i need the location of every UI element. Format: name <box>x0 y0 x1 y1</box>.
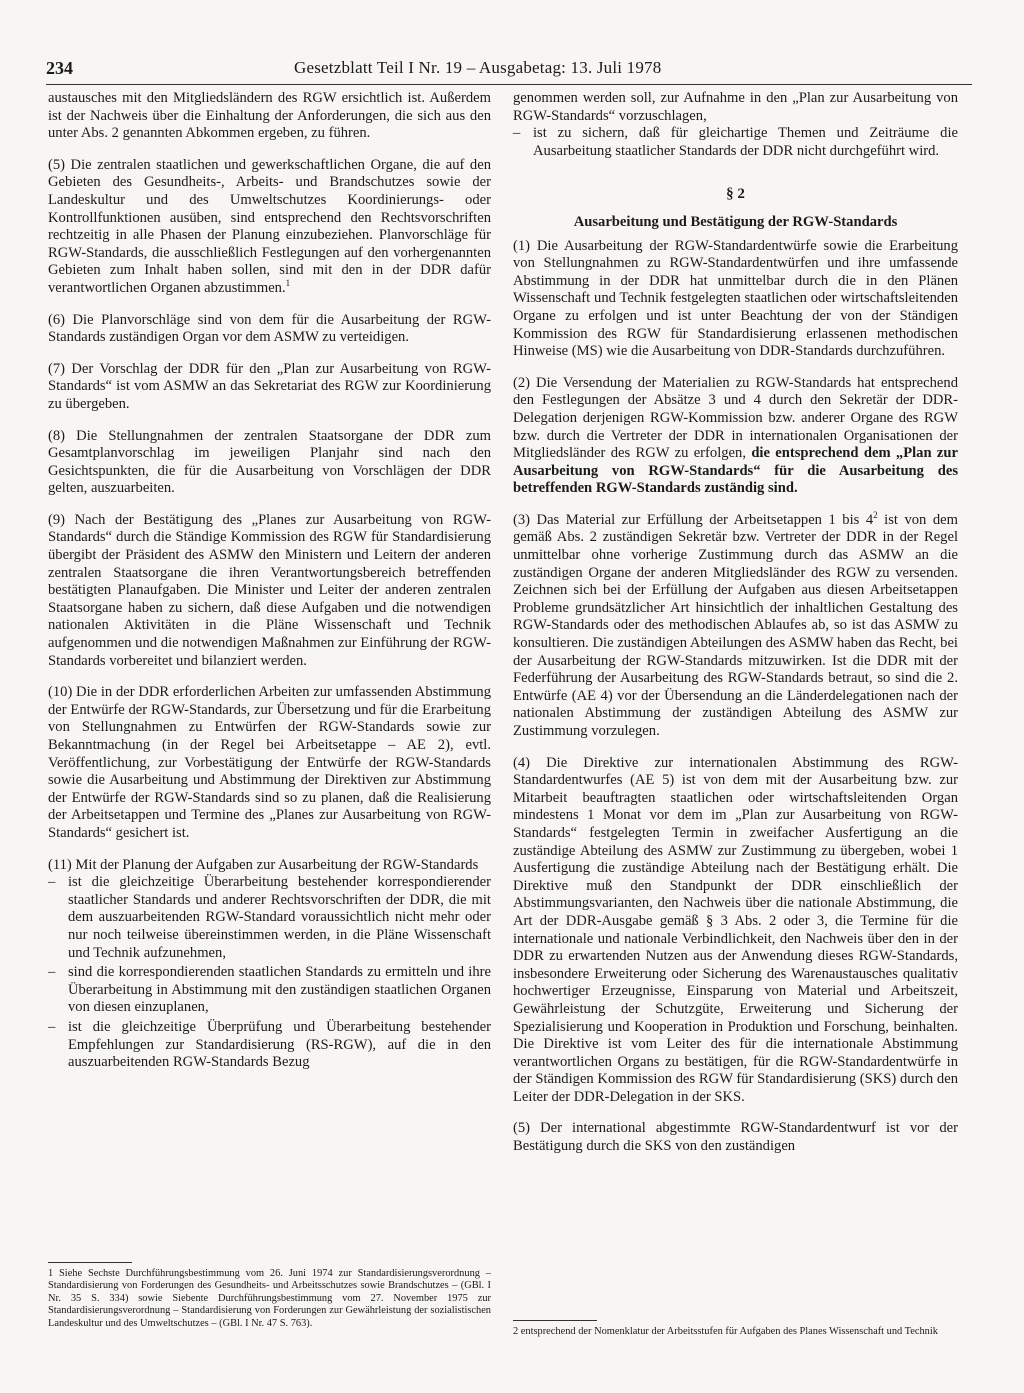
footnote-rule-left <box>48 1262 132 1263</box>
dash-marker: – <box>48 1018 56 1035</box>
dash-item-1 <box>48 874 491 962</box>
dash-marker: – <box>48 964 56 981</box>
dash-item-text: ist zu sichern, daß für gleichartige Themen und Zeiträume die Ausarbeitung staatlicher Standards der DDR nicht durchgeführt wird. <box>533 125 958 159</box>
dash-item-3 <box>48 1019 491 1072</box>
gazette-title: Gesetzblatt Teil I Nr. 19 – Ausgabetag: 13. Juli 1978 <box>294 58 662 77</box>
paragraph-1: (1) Die Ausarbeitung der RGW-Standardentwürfe sowie die Erarbeitung von Stellungnahmen zu RGW-Standardentwürfen und ihre umfassende Abstimmung in der DDR hat unmittelbar durch die in den Plänen Wissenschaft und Technik festgelegten staatlichen oder wirtschaftsleitenden Organe zu erfolgen und ist unter Beachtung der von der Ständigen Kommission des RGW für Standardisierung erlassenen methodischen Hinweise (MS) wie die Ausarbeitung von DDR-Standards durchzuführen. <box>513 237 958 360</box>
footnote-1: 1 Siehe Sechste Durchführungsbestimmung vom 26. Juni 1974 zur Standardisierungsverordnung – Standardisierung von Forderungen des Gesundheits- und Arbeitsschutzes sowie Brandschutzes – (GBl. I Nr. 35 S. 334) sowie Siebente Durchführungsbestimmung vom 27. November 1975 zur Standardisierungsverordnung – Standardisierung von Forderungen zur Gewährleistung der sozialistischen Landeskultur und des Umweltschutzes – (GBl. I Nr. 47 S. 763). <box>48 1268 491 1329</box>
dash-marker: – <box>48 874 56 891</box>
footnote-ref-2[interactable]: 2 <box>873 510 878 521</box>
right-column <box>513 90 958 1156</box>
paragraph-11: (11) Mit der Planung der Aufgaben zur Ausarbeitung der RGW-Standards <box>48 856 479 873</box>
paragraph-5-text: (5) Die zentralen staatlichen und gewerkschaftlichen Organe, die auf den Gebieten des Gesundheits-, Arbeits- und Brandschutzes sowie der Landeskultur und des Umweltschutzes Koordinierungs- oder Kontrollfunktionen ausüben, sind entsprechend den Rechtsvorschriften rechtzeitig in alle Phasen der Planung einzubeziehen. Planvorschläge für RGW-Standards, die ausschließlich Festlegungen auf den vorhergenannten Gebieten zum Inhalt haben sollen, sind mit den in der DDR dafür verantwortlichen Organen abzustimmen. <box>48 156 491 296</box>
dash-item-2 <box>48 964 491 1017</box>
footnote-ref-1[interactable]: 1 <box>285 278 291 289</box>
paragraph-7: (7) Der Vorschlag der DDR für den „Plan zur Ausarbeitung von RGW-Standards“ ist vom ASMW an das Sekretariat des RGW zur Koordinierung zu übergeben. <box>48 360 491 412</box>
paragraph-3-text-a: (3) Das Material zur Erfüllung der Arbeitsetappen 1 bis 4 <box>513 511 874 528</box>
dash-marker: – <box>513 125 521 142</box>
paragraph-continuation: austausches mit den Mitgliedsländern des RGW ersichtlich ist. Außerdem ist der Nachweis über die Einhaltung der Anforderungen, die sich aus den unter Abs. 2 genannten Abkommen ergeben, zu führen. <box>48 90 491 142</box>
paragraph-6: (6) Die Planvorschläge sind von dem für die Ausarbeitung der RGW-Standards zuständigen Organ vor dem ASMW zu verteidigen. <box>48 311 491 346</box>
paragraph-9: (9) Nach der Bestätigung des „Planes zur Ausarbeitung von RGW-Standards“ durch die Ständige Kommission des RGW für Standardisierung übergibt der Präsident des ASMW den Ministern und Leitern der anderen zentralen Staatsorgane die ihren Verantwortungsbereich betreffenden bestätigten Planaufgaben. Die Minister und Leiter der anderen zentralen Staatsorgane haben zu sichern, daß diese Aufgaben und die notwendigen nationalen Aktivitäten in die Pläne Wissenschaft und Technik aufgenommen und die notwendigen Maßnahmen zur Einführung der RGW-Standards vorbereitet und bilanziert werden. <box>48 511 491 669</box>
left-column <box>48 90 491 1074</box>
section-heading: § 2 <box>726 186 745 203</box>
page-number: 234 <box>46 58 73 78</box>
paragraph-2 <box>513 375 958 498</box>
paragraph-8: (8) Die Stellungnahmen der zentralen Staatsorgane der DDR zum Gesamtplanvorschlag im jeweiligen Planjahr sind nach den Gesichtspunkten, die für die Ausarbeitung von Vorschlägen der DDR gelten, auszuarbeiten. <box>48 427 491 497</box>
footnote-rule-right <box>513 1320 597 1321</box>
paragraph-continuation-right: genommen werden soll, zur Aufnahme in den „Plan zur Ausarbeitung von RGW-Standards“ vorzuschlagen, <box>513 90 958 124</box>
page-header <box>46 58 972 80</box>
paragraph-2-text: (2) Die Versendung der Materialien zu RGW-Standards hat entsprechend den Festlegungen der Absätze 3 und 4 durch den Sekretär der DDR-Delegation derjenigen RGW-Kommission bzw. anderer Organe des RGW bzw. durch die Vertreter der DDR in internationalen Organisationen der Mitgliedsländer des RGW zu erfolgen, <box>513 374 958 462</box>
dash-item-4 <box>513 125 958 160</box>
paragraph-2-bold: die entsprechend dem „Plan zur Ausarbeitung von RGW-Standards“ für die Ausarbeitung des betreffenden RGW-Standards zuständig sind. <box>513 445 958 497</box>
dash-item-text: sind die korrespondierenden staatlichen Standards zu ermitteln und ihre Überarbeitung in Abstimmung mit den zuständigen staatlichen Organen von diesen einzuplanen, <box>68 964 491 1016</box>
footnote-2: 2 entsprechend der Nomenklatur der Arbeitsstufen für Aufgaben des Planes Wissenschaft und Technik <box>513 1326 938 1337</box>
paragraph-3 <box>513 512 958 741</box>
paragraph-4: (4) Die Direktive zur internationalen Abstimmung des RGW-Standardentwurfes (AE 5) ist von dem mit der Ausarbeitung bzw. zur Mitarbeit beauftragten staatlichen oder wirtschaftsleitenden Organ mindestens 1 Monat vor dem im „Plan zur Ausarbeitung von RGW-Standards“ festgelegten Termin in zweifacher Ausfertigung an die zuständige Abteilung des ASMW zur Zustimmung zu übergeben, wobei 1 Ausfertigung die zuständige Abteilung nach der Bestätigung erhält. Die Direktive muß den Standpunkt der DDR einschließlich der Abstimmungsvarianten, den Nachweis über die nationale Abstimmung, die Art der DDR-Ausgabe gemäß § 3 Abs. 2 oder 3, die Termine für die internationale und nationale Verbindlichkeit, den Nachweis über den in der DDR zu erwartenden Nutzen aus der Anwendung dieses RGW-Standards, insbesondere Erweiterung oder Sicherung des Warenaustausches qualitativ hochwertiger Erzeugnisse, Einsparung von Material und Arbeitszeit, Gewährleistung der Schutzgüte, Erweiterung und Sicherung der Spezialisierung und Kooperation in Produktion und Forschung, beinhalten. Die Direktive ist vom Leiter des für die internationale Abstimmung verantwortlichen Organs zu bestätigen, für die RGW-Standardentwürfe in der Ständigen Kommission des RGW für Standardisierung (SKS) durch den Leiter der DDR-Delegation in der SKS. <box>513 754 958 1105</box>
section-title: Ausarbeitung und Bestätigung der RGW-Standards <box>573 213 898 230</box>
paragraph-5 <box>48 157 491 298</box>
dash-item-text: ist die gleichzeitige Überarbeitung bestehender korrespondierender staatlicher Standards und anderer Rechtsvorschriften der DDR, die mit dem auszuarbeitenden RGW-Standard voraussichtlich nicht mehr oder nur noch teilweise übereinstimmen werden, in die Pläne Wissenschaft und Technik aufzunehmen, <box>68 874 491 961</box>
header-rule <box>46 84 972 85</box>
paragraph-10: (10) Die in der DDR erforderlichen Arbeiten zur umfassenden Abstimmung der Entwürfe der RGW-Standards, zur Übersetzung und für die Erarbeitung von Stellungnahmen zu Entwürfen der RGW-Standards sowie zur Bekanntmachung (in der Regel bei Arbeitsetappe – AE 2), evtl. Veröffentlichung, zur Vorbestätigung der Entwürfe der RGW-Standards sowie die Ausarbeitung und Abstimmung der Direktiven zur Abstimmung der Entwürfe der RGW-Standards sind so zu planen, daß die Realisierung der Arbeitsetappen und Termine des „Planes zur Ausarbeitung von RGW-Standards“ gesichert ist. <box>48 684 491 841</box>
paragraph-3-text-b: ist von dem gemäß Abs. 2 zuständigen Sekretär bzw. Vertreter der DDR in der Regel unmittelbar ohne vorherige Zustimmung durch das ASMW an die zuständigen Organe der anderen Mitgliedsländer des RGW zu versenden. Zeichnen sich bei der Erfüllung der Aufgaben aus diesen Arbeitsetappen Probleme grundsätzlicher Art hinsichtlich der inhaltlichen Gestaltung des RGW-Standards oder des methodischen Ablaufes ab, so ist das ASMW zu konsultieren. Die zuständigen Abteilungen des ASMW haben das Recht, bei der Ausarbeitung der RGW-Standards mitzuwirken. Ist die DDR mit der Federführung der Ausarbeitung des RGW-Standards betraut, so sind die 2. Entwürfe (AE 4) vor der Übersendung an die Länderdelegationen nach der nationalen Abstimmung der zuständigen Abteilung des ASMW zur Zustimmung vorzulegen. <box>513 511 958 739</box>
dash-item-text: ist die gleichzeitige Überprüfung und Überarbeitung bestehender Empfehlungen zur Standardisierung (RS-RGW), auf die in den auszuarbeitenden RGW-Standards Bezug <box>68 1018 491 1071</box>
paragraph-5-right: (5) Der international abgestimmte RGW-Standardentwurf ist vor der Bestätigung durch die SKS von den zuständigen <box>513 1120 958 1155</box>
